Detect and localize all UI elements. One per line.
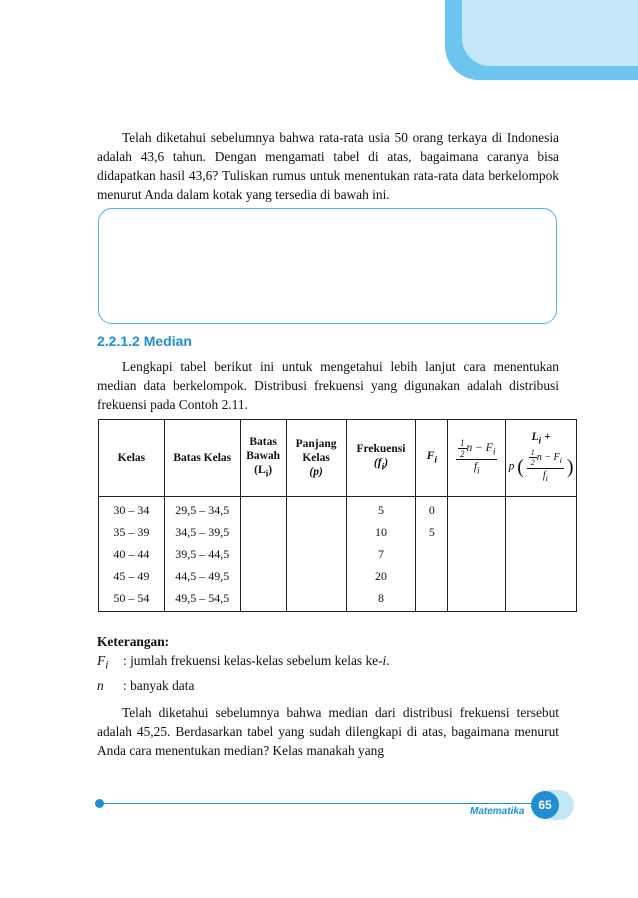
cell-frekuensi: 5 <box>377 503 384 517</box>
cell-batas-kelas: 29,5 – 34,5 <box>175 503 230 517</box>
intro-paragraph: Telah diketahui sebelumnya bahwa rata-rata usia 50 orang terkaya di Indonesia adalah 43,6 tahun. Dengan mengamati tabel di atas, bagaimana caranya bisa didapatkan hasil 43,6? Tuliskan rumus untuk menentukan rata-rata data berkelompok menurut Anda dalam kotak yang tersedia di bawah ini. <box>97 130 559 202</box>
median-paragraph: Lengkapi tabel berikut ini untuk mengetahui lebih lanjut cara menentukan median data berkelompok. Distribusi frekuensi yang digunakan adalah distribusi frekuensi pada Contoh 2.11. <box>97 359 559 412</box>
cell-kelas: 35 – 39 <box>113 525 150 539</box>
corner-decoration-inner <box>462 0 638 66</box>
answer-box[interactable] <box>98 208 557 324</box>
note-Fi-text: : jumlah frekuensi kelas-kelas sebelum kelas ke-i. <box>123 653 390 668</box>
header-panjang-kelas-symbol: (p) <box>309 466 323 478</box>
header-batas-bawah-label: Batas Bawah <box>246 435 281 462</box>
cell-batas-kelas: 49,5 – 54,5 <box>175 591 230 605</box>
footer-subject: Matematika <box>470 806 525 817</box>
formula-2-top: $L_i$ + <box>531 430 551 447</box>
col-batas-kelas <box>164 497 240 612</box>
col-frekuensi <box>346 497 416 612</box>
cell-batas-kelas: 39,5 – 44,5 <box>175 547 230 561</box>
formula-2-body: p ( $\frac{1}{2}$ $n - F_i$ $f_i$ ) <box>506 448 576 486</box>
cell-frekuensi: 7 <box>377 547 384 561</box>
col-panjang-kelas[interactable] <box>286 497 346 612</box>
cell-kelas: 50 – 54 <box>113 591 150 605</box>
header-panjang-kelas <box>286 420 346 497</box>
col-batas-bawah[interactable] <box>240 497 286 612</box>
notes <box>97 632 390 695</box>
cell-kelas: 40 – 44 <box>113 547 150 561</box>
cell-batas-kelas: 44,5 – 49,5 <box>175 569 230 583</box>
cell-kelas: 30 – 34 <box>113 503 150 517</box>
header-batas-bawah-symbol: $(L_i)$ <box>254 463 273 480</box>
cell-frekuensi: 10 <box>374 525 387 539</box>
header-frekuensi-symbol: $(f_i)$ <box>373 456 389 473</box>
note-n-symbol: n <box>97 677 104 693</box>
cell-frekuensi: 20 <box>374 569 387 583</box>
section-title: 2.2.1.2 Median <box>97 333 192 349</box>
header-frekuensi-label: Frekuensi <box>356 442 406 455</box>
note-n-text: : banyak data <box>123 677 195 693</box>
notes-heading: Keterangan: <box>97 634 170 649</box>
header-batas-kelas: Batas Kelas <box>164 420 240 497</box>
cell-kelas: 45 – 49 <box>113 569 150 583</box>
header-frekuensi <box>346 420 416 497</box>
cell-batas-kelas: 34,5 – 39,5 <box>175 525 230 539</box>
header-batas-bawah <box>240 420 286 497</box>
header-panjang-kelas-label: Panjang Kelas <box>295 438 337 464</box>
cell-frekuensi: 8 <box>377 591 384 605</box>
cell-Fi: 5 <box>428 525 435 539</box>
col-formula-2[interactable] <box>506 497 577 612</box>
header-kelas: Kelas <box>99 420 165 497</box>
frequency-table <box>98 419 577 612</box>
header-formula-2 <box>506 420 577 497</box>
col-kelas <box>99 497 165 612</box>
note-Fi <box>97 651 390 676</box>
col-formula-1[interactable] <box>448 497 506 612</box>
footer-rule <box>100 803 540 804</box>
note-n <box>97 676 390 695</box>
page-number: 65 <box>531 791 559 819</box>
header-Fi: $F_i$ <box>416 420 448 497</box>
closing-paragraph: Telah diketahui sebelumnya bahwa median dari distribusi frekuensi tersebut adalah 45,25. Berdasarkan tabel yang sudah dilengkapi di atas, bagaimana menurut Anda cara menentukan median? Kelas manakah yang <box>97 705 559 758</box>
header-formula-1 <box>448 420 506 497</box>
col-Fi[interactable] <box>416 497 448 612</box>
cell-Fi: 0 <box>428 503 435 517</box>
formula-1-fraction: $\frac{1}{2}$ $n - F_i$ $f_i$ <box>456 438 497 479</box>
note-Fi-symbol: $F_i$ <box>97 653 109 672</box>
